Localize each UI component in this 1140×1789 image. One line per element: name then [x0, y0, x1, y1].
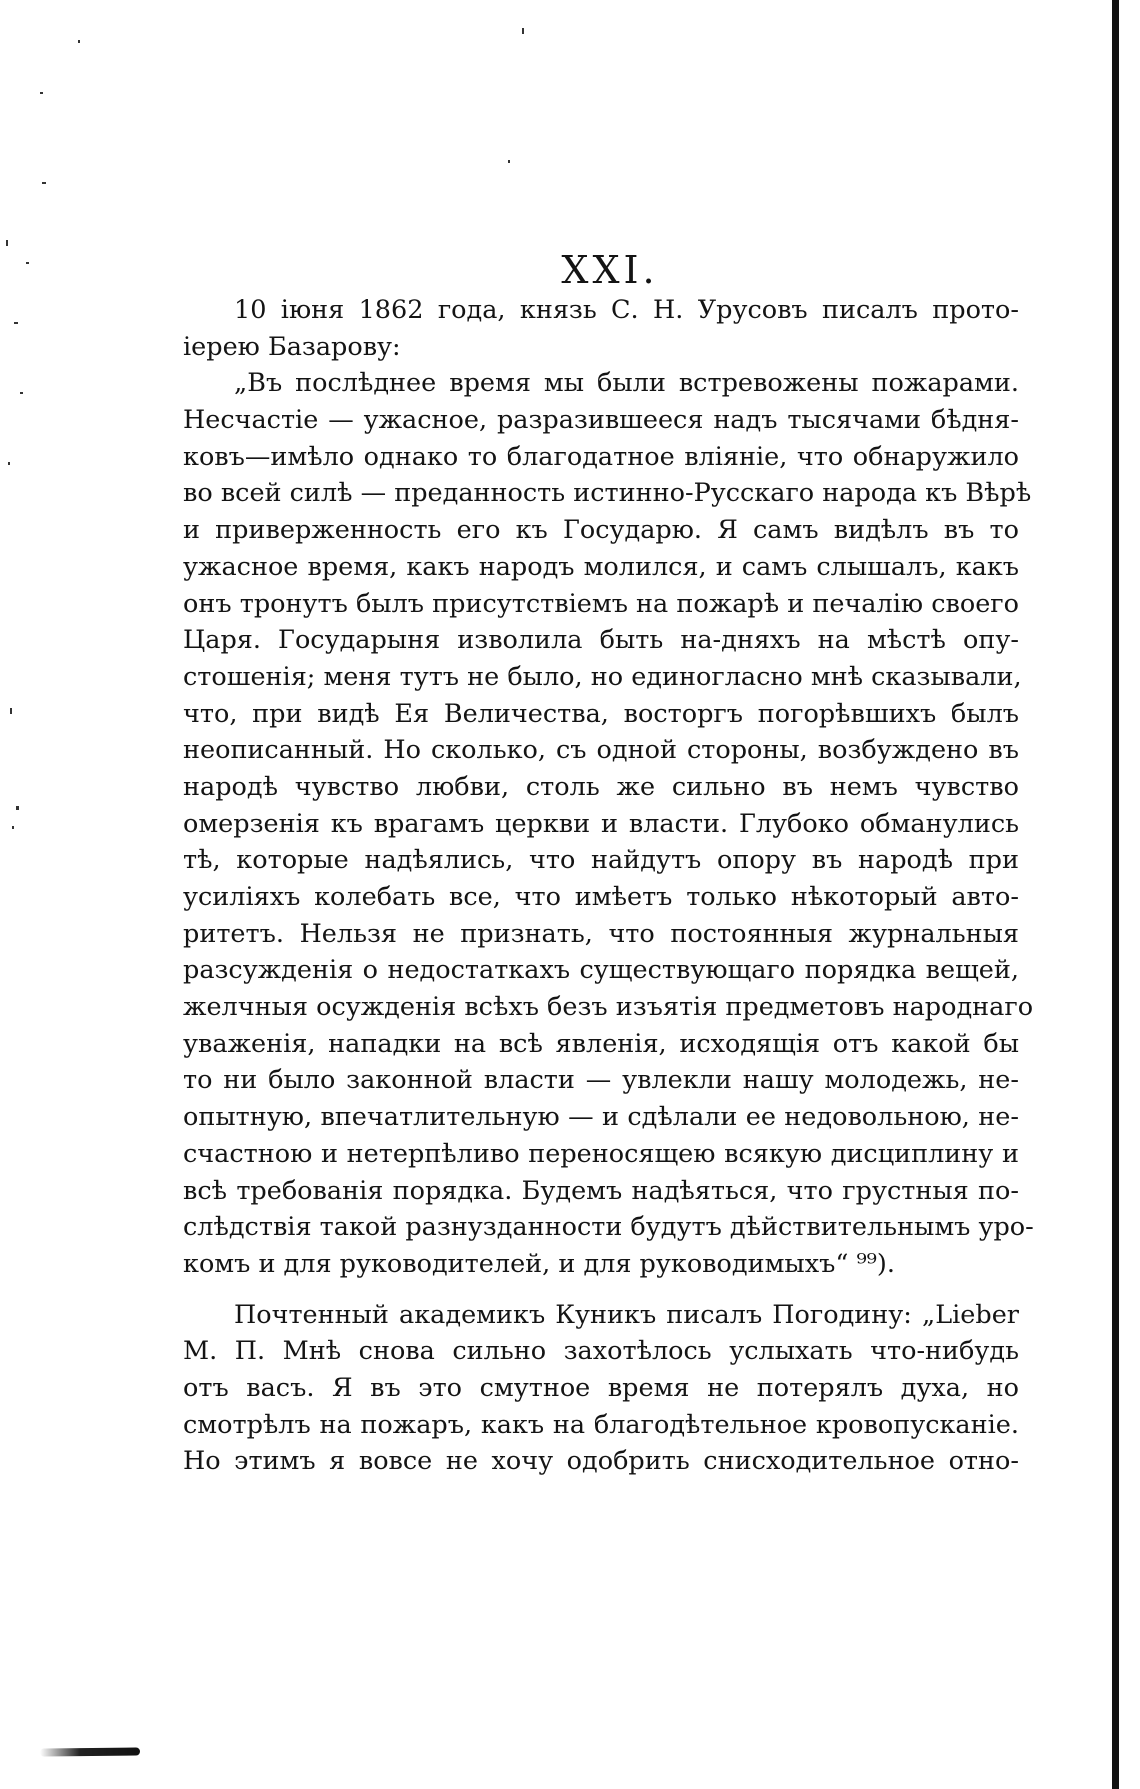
text-line: „Въ послѣднее время мы были встревожены пожарами. — [234, 368, 1019, 399]
page-binding-edge — [1112, 0, 1119, 1789]
page-text — [183, 248, 1034, 1480]
text-line: неописанный. Но сколько, съ одной стороны, возбуждено въ — [183, 735, 1019, 766]
paragraph-gap — [183, 1283, 1019, 1297]
text-line: Царя. Государыня изволила быть на-дняхъ на мѣстѣ опу- — [183, 625, 1019, 656]
text-line: слѣдствія такой разнузданности будутъ дѣйствительнымъ уро- — [183, 1212, 1034, 1243]
paragraph — [183, 1297, 1019, 1480]
paragraph — [183, 365, 1034, 1282]
text-line: Почтенный академикъ Куникъ писалъ Погодину: „Lieber — [234, 1299, 1019, 1330]
text-line: всѣ требованія порядка. Будемъ надѣяться, что грустныя по- — [183, 1175, 1019, 1206]
text-line: омерзенія къ врагамъ церкви и власти. Глубоко обманулись — [183, 808, 1019, 839]
chapter-heading: XXI. — [561, 248, 659, 292]
text-line: комъ и для руководителей, и для руководимыхъ“ ⁹⁹). — [183, 1248, 895, 1279]
text-line: уваженія, нападки на всѣ явленія, исходящія отъ какой бы — [183, 1028, 1019, 1059]
text-line: народѣ чувство любви, столь же сильно въ немъ чувство — [183, 771, 1019, 802]
text-line: ужасное время, какъ народъ молился, и самъ слышалъ, какъ — [183, 551, 1019, 582]
text-line: ковъ—имѣло однако то благодатное вліяніе, что обнаружило — [183, 441, 1019, 472]
text-line: усиліяхъ колебать все, что имѣетъ только нѣкоторый авто- — [183, 882, 1019, 912]
text-line: отъ васъ. Я въ это смутное время не потерялъ духа, но — [183, 1372, 1019, 1403]
scan-ink-stroke — [40, 1747, 140, 1756]
text-line: онъ тронутъ былъ присутствіемъ на пожарѣ и печалію своего — [183, 588, 1019, 619]
text-line: М. П. Мнѣ снова сильно захотѣлось услыхать что-нибудь — [183, 1336, 1019, 1367]
text-line: смотрѣлъ на пожаръ, какъ на благодѣтельное кровопусканіе. — [183, 1409, 1019, 1440]
text-line: 10 іюня 1862 года, князь С. Н. Урусовъ писалъ прото- — [234, 295, 1019, 325]
text-line: тѣ, которые надѣялись, что найдутъ опору въ народѣ при — [183, 845, 1019, 876]
paragraph — [183, 292, 1019, 365]
text-line: Несчастіе — ужасное, разразившееся надъ тысячами бѣдня- — [183, 405, 1019, 436]
text-line: опытную, впечатлительную — и сдѣлали ее недовольною, не- — [183, 1102, 1019, 1133]
text-line: іерею Базарову: — [183, 331, 401, 362]
text-line: то ни было законной власти — увлекли нашу молодежь, не- — [183, 1065, 1019, 1096]
text-line: желчныя осужденія всѣхъ безъ изъятія предметовъ народнаго — [183, 992, 1034, 1023]
text-line: Но этимъ я вовсе не хочу одобрить снисходительное отно- — [183, 1446, 1019, 1477]
text-line: разсужденія о недостаткахъ существующаго порядка вещей, — [183, 955, 1019, 986]
text-line: ритетъ. Нельзя не признать, что постоянныя журнальныя — [183, 918, 1019, 949]
text-line: что, при видѣ Ея Величества, восторгъ погорѣвшихъ былъ — [183, 698, 1019, 729]
text-line: стошенія; меня тутъ не было, но единогласно мнѣ сказывали, — [183, 661, 1022, 692]
text-line: во всей силѣ — преданность истинно-Русскаго народа къ Вѣрѣ — [183, 478, 1032, 509]
text-line: и приверженность его къ Государю. Я самъ видѣлъ въ то — [183, 515, 1019, 546]
text-line: счастною и нетерпѣливо переносящею всякую дисциплину и — [183, 1138, 1019, 1169]
